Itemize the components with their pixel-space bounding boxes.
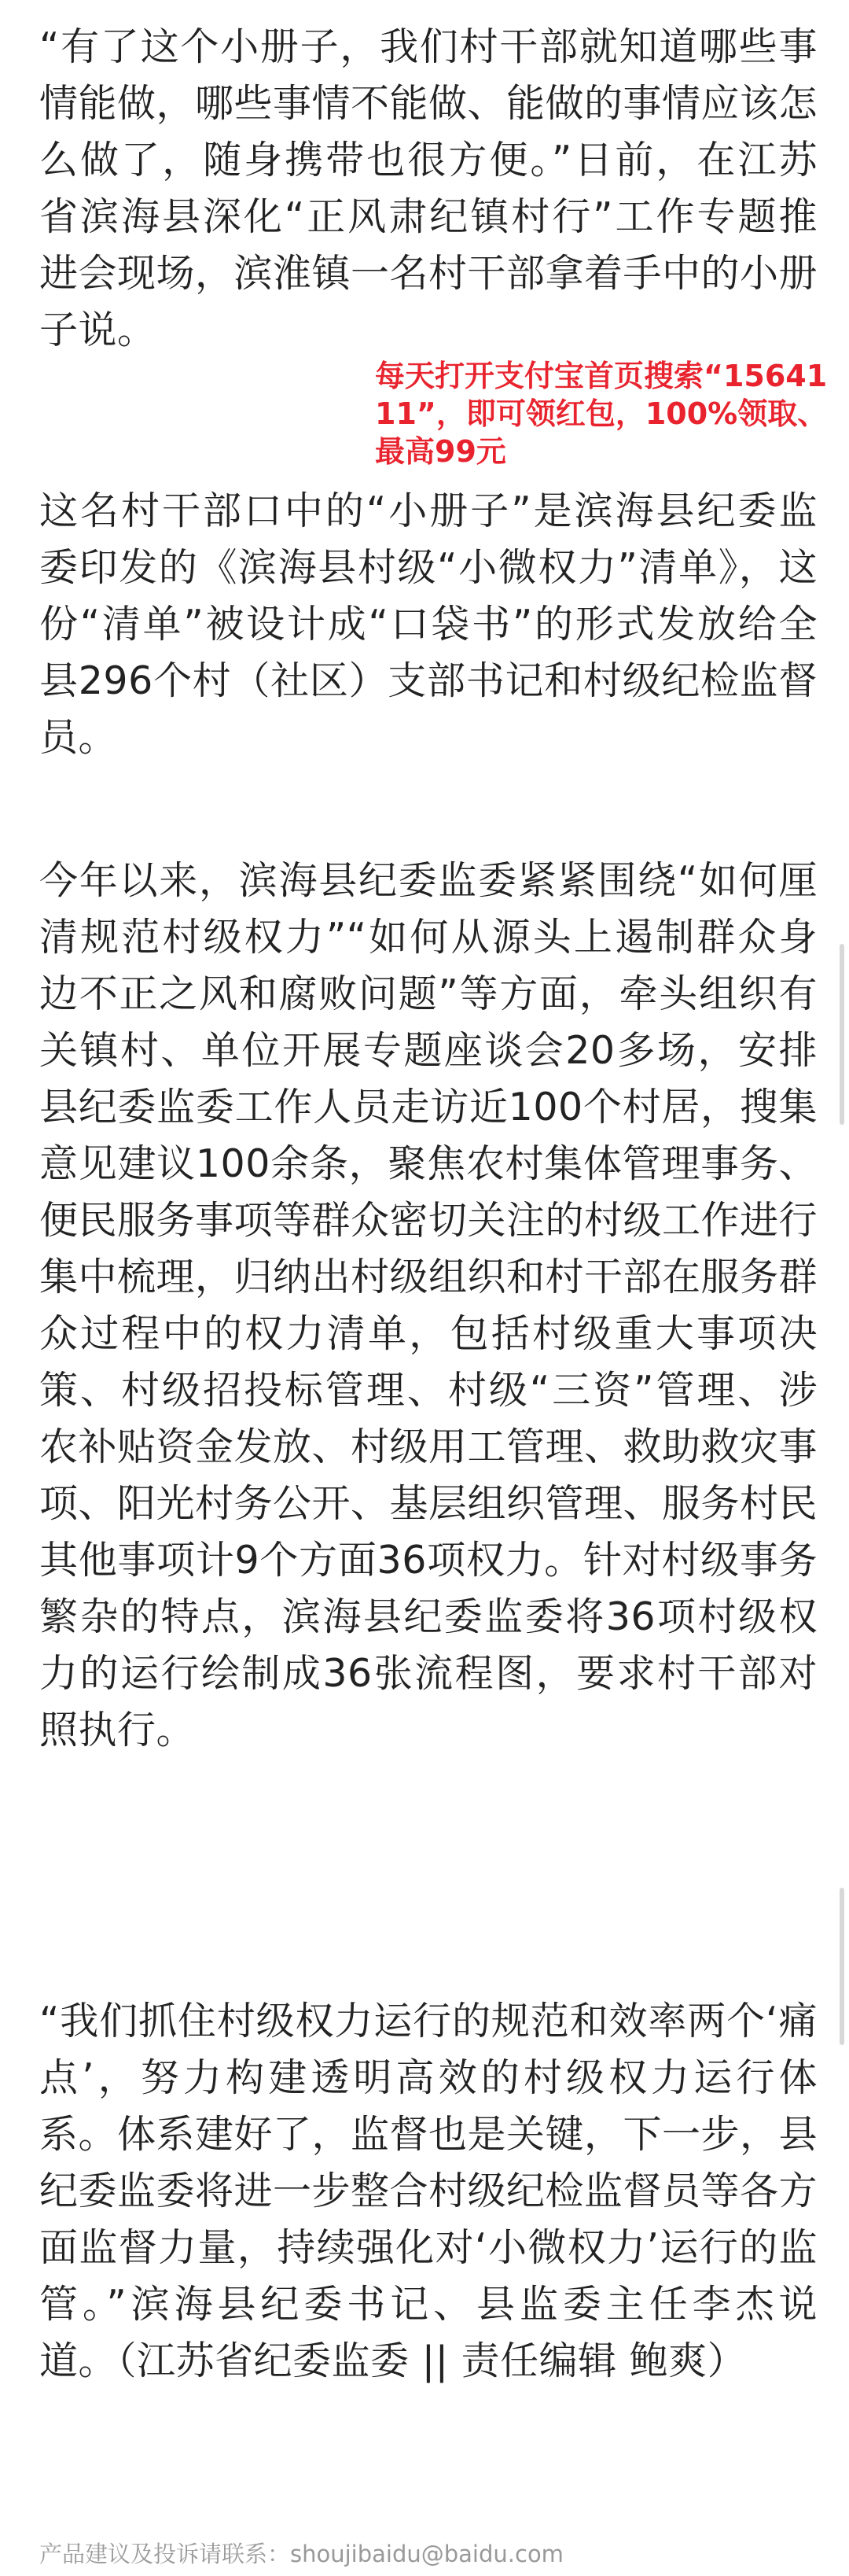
article-paragraph-1: “有了这个小册子，我们村干部就知道哪些事情能做，哪些事情不能做、能做的事情应该怎么做了，随身携带也很方便。”日前，在江苏省滨海县深化“正风肃纪镇村行”工作专题推进会现场，滨淮镇一名村干部拿着手中的小册子说。 (39, 24, 818, 352)
article-paragraph-3: 今年以来，滨海县纪委监委紧紧围绕“如何厘清规范村级权力”“如何从源头上遏制群众身边不正之风和腐败问题”等方面，牵头组织有关镇村、单位开展专题座谈会20多场，安排县纪委监委工作人员走访近100个村居，搜集意见建议100余条，聚焦农村集体管理事务、便民服务事项等群众密切关注的村级工作进行集中梳理，归纳出村级组织和村干部在服务群众过程中的权力清单，包括村级重大事项决策、村级招投标管理、村级“三资”管理、涉农补贴资金发放、村级用工管理、救助救灾事项、阳光村务公开、基层组织管理、服务村民其他事项计9个方面36项权力。针对村级事务繁杂的特点，滨海县纪委监委将36项村级权力的运行绘制成36张流程图，要求村干部对照执行。 (39, 858, 818, 1752)
scrollbar-thumb-secondary[interactable] (840, 1888, 844, 2045)
scrollbar-thumb[interactable] (840, 944, 844, 1125)
ad-banner[interactable] (375, 357, 847, 470)
ad-text[interactable]: 每天打开支付宝首页搜索“1564111”，即可领红包，100%领取、最高99元 (375, 359, 828, 469)
article-body (39, 19, 828, 2383)
article-paragraph-2: 这名村干部口中的“小册子”是滨海县纪委监委印发的《滨海县村级“小微权力”清单》，这份“清单”被设计成“口袋书”的形式发放给全县296个村（社区）支部书记和村级纪检监督员。 (39, 488, 818, 760)
footer-contact: 产品建议及投诉请联系：shoujibaidu@baidu.com (39, 2541, 564, 2567)
article-paragraph-4: “我们抓住村级权力运行的规范和效率两个‘痛点’，努力构建透明高效的村级权力运行体系。体系建好了，监督也是关键，下一步，县纪委监委将进一步整合村级纪检监督员等各方面监督力量，持续强化对‘小微权力’运行的监管。”滨海县纪委书记、县监委主任李杰说道。（江苏省纪委监委 || 责任编辑 鲍爽） (39, 1999, 818, 2383)
